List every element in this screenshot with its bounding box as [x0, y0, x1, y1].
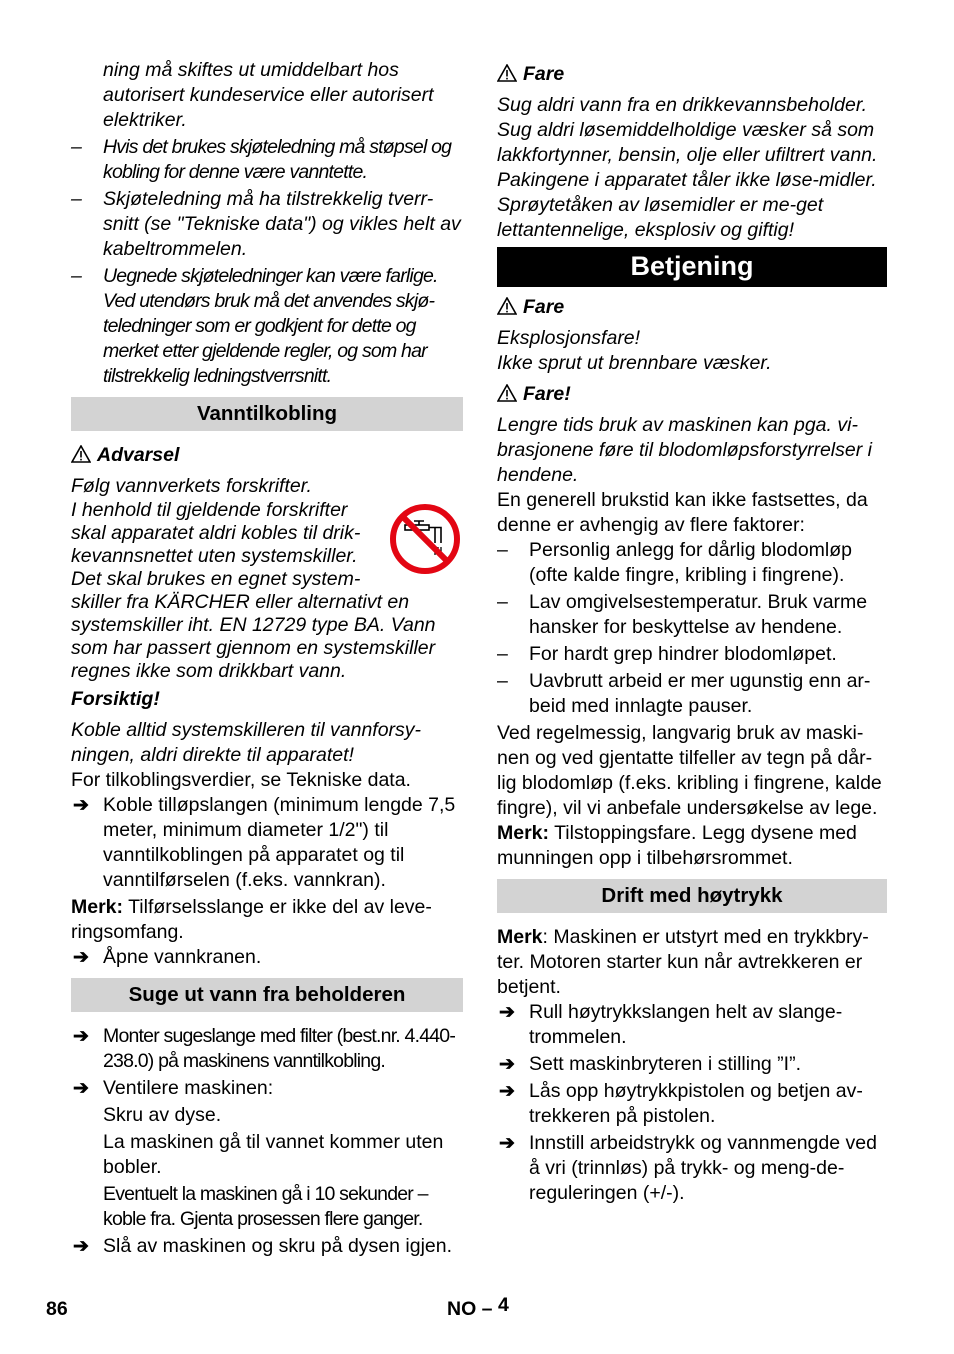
instruction-step — [497, 1131, 887, 1206]
regular-use-text: Ved regelmessig, langvarig bruk av maski-nen og ved gjentatte tilfeller av tegn på dår-lig blodomløp (f.eks. kribling i fingrene, kalde fingre), vil vi anbefale undersøkelse av lege. — [497, 722, 882, 819]
danger-label — [497, 382, 887, 409]
instruction-text: Innstill arbeidstrykk og vannmengde ved å vri (trinnløs) på trykk- og meng-de-reguleringen (+/-). — [529, 1132, 877, 1204]
list-item — [71, 135, 463, 185]
danger-label — [497, 295, 887, 322]
warning-text: Følg vannverkets forskrifter. — [71, 475, 312, 497]
arrow-right-icon: ➔ — [73, 1026, 89, 1047]
no-drinking-water-sign-icon — [389, 503, 461, 575]
sub-step: Eventuelt la maskinen gå i 10 sekunder – koble fra. Gjenta prosessen flere ganger. — [103, 1183, 428, 1230]
list-item-text: For hardt grep hindrer blodomløpet. — [529, 643, 837, 665]
list-item-text: Uegnede skjøteledninger kan være farlige. Ved utendørs bruk må det anvendes skjø-teledninger som er godkjent for dette og merket etter gjeldende regler, og som har tilstrekkelig ledningstverrsnitt. — [103, 265, 438, 387]
note — [71, 895, 463, 945]
values-text: For tilkoblingsverdier, se Tekniske data. — [71, 769, 411, 791]
warning-triangle-icon — [497, 384, 517, 409]
page-sub-number: 4 — [497, 1294, 509, 1316]
left-column — [71, 58, 463, 1261]
dash-bullet: – — [71, 136, 82, 158]
danger-text: Lengre tids bruk av maskinen kan pga. vi-brasjonene føre til blodomløpsforstyrrelser i hendene. — [497, 414, 872, 486]
instruction-step — [71, 1024, 463, 1074]
note-text: : Maskinen er utstyrt med en trykkbry-ter. Motoren starter kun når avtrekkeren er betjent. — [497, 926, 869, 998]
page-dash: – — [481, 1298, 493, 1320]
instruction-text: Koble tilløpslangen (minimum lengde 7,5 meter, minimum diameter 1/2") til vanntilkoblingen på apparatet og til vanntilførselen (f.eks. vannkran). — [103, 794, 456, 891]
warning-triangle-icon — [497, 297, 517, 322]
note-label: Merk — [497, 926, 543, 948]
section-heading-betjening: Betjening — [497, 247, 887, 287]
dash-bullet: – — [497, 643, 508, 665]
arrow-right-icon: ➔ — [73, 1078, 89, 1099]
note — [497, 821, 887, 871]
danger-label-text: Fare! — [523, 383, 571, 405]
warning-text: I henhold til gjeldende forskrifter skal apparatet aldri kobles til drik-kevannsnettet uten systemskiller. Det skal brukes en egnet system-skiller fra KÄRCHER eller alternativt en systemskiller iht. EN 12729 type BA. Vann som har passert gjennom en systemskiller regnes ikke som drikkbart vann. — [71, 499, 436, 682]
note-label: Merk: — [71, 896, 124, 918]
list-item-text: Lav omgivelsestemperatur. Bruk varme hansker for beskyttelse av hendene. — [529, 591, 868, 638]
section-heading-suge: Suge ut vann fra beholderen — [71, 978, 463, 1012]
caution-text: Koble alltid systemskilleren til vannforsy-ningen, aldri direkte til apparatet! — [71, 719, 422, 766]
danger-label — [497, 62, 887, 89]
right-column — [497, 58, 887, 1208]
list-item — [497, 538, 887, 588]
list-item-text: Uavbrutt arbeid er mer ugunstig enn ar-beid med innlagte pauser. — [529, 670, 871, 717]
list-item-text: Skjøteledning må ha tilstrekkelig tverr-snitt (se "Tekniske data") og vikles helt av kabeltrommelen. — [103, 188, 461, 260]
dash-bullet: – — [71, 188, 82, 210]
warning-label-text: Advarsel — [97, 444, 180, 466]
list-item — [71, 264, 463, 389]
arrow-right-icon: ➔ — [499, 1133, 515, 1154]
instruction-text: Lås opp høytrykkpistolen og betjen av-trekkeren på pistolen. — [529, 1080, 863, 1127]
note-text: Tilførselsslange er ikke del av leve-ringsomfang. — [71, 896, 432, 943]
caution-label: Forsiktig! — [71, 688, 160, 710]
note — [497, 925, 887, 1000]
instruction-text: Monter sugeslange med filter (best.nr. 4.440-238.0) på maskinens vanntilkobling. — [103, 1025, 456, 1072]
sub-step: La maskinen gå til vannet kommer uten bobler. — [103, 1131, 444, 1178]
list-item — [71, 187, 463, 262]
continued-text: ning må skiftes ut umiddelbart hos autorisert kundeservice eller autorisert elektriker. — [103, 59, 434, 131]
arrow-right-icon: ➔ — [73, 1236, 89, 1257]
instruction-step — [497, 1052, 887, 1077]
page-lang: NO — [447, 1298, 477, 1320]
instruction-step — [71, 1076, 463, 1101]
list-item — [497, 669, 887, 719]
section-heading-vanntilkobling: Vanntilkobling — [71, 397, 463, 431]
warning-triangle-icon — [71, 445, 91, 470]
instruction-text: Sett maskinbryteren i stilling ”I”. — [529, 1053, 802, 1075]
danger-text: Eksplosjonsfare! — [497, 327, 641, 349]
list-item — [497, 590, 887, 640]
instruction-step — [497, 1079, 887, 1129]
dash-bullet: – — [497, 670, 508, 692]
list-item — [497, 642, 887, 667]
arrow-right-icon: ➔ — [73, 947, 89, 968]
arrow-right-icon: ➔ — [499, 1054, 515, 1075]
danger-label-text: Fare — [523, 296, 565, 318]
page-number: 86 — [46, 1298, 68, 1320]
instruction-step — [71, 793, 463, 893]
list-item-text: Personlig anlegg for dårlig blodomløp (ofte kalde fingre, kribling i fingrene). — [529, 539, 853, 586]
arrow-right-icon: ➔ — [73, 795, 89, 816]
instruction-text: Åpne vannkranen. — [103, 946, 262, 968]
page-label — [447, 1294, 509, 1322]
warning-triangle-icon — [497, 64, 517, 89]
arrow-right-icon: ➔ — [499, 1002, 515, 1023]
dash-bullet: – — [497, 591, 508, 613]
arrow-right-icon: ➔ — [499, 1081, 515, 1102]
dash-bullet: – — [497, 539, 508, 561]
instruction-text: Ventilere maskinen: — [103, 1077, 274, 1099]
sub-step: Skru av dyse. — [103, 1104, 222, 1126]
instruction-step — [71, 945, 463, 970]
danger-label-text: Fare — [523, 63, 565, 85]
instruction-text: Rull høytrykkslangen helt av slange-trommelen. — [529, 1001, 843, 1048]
instruction-step — [497, 1000, 887, 1050]
note-label: Merk: — [497, 822, 550, 844]
note-text: Tilstoppingsfare. Legg dysene med munningen opp i tilbehørsrommet. — [497, 822, 857, 869]
dash-bullet: – — [71, 265, 82, 287]
danger-text: Sug aldri vann fra en drikkevannsbeholder. Sug aldri løsemiddelholdige væsker så som lakkfortynner, bensin, olje eller ufiltrert vann. Pakingene i apparatet tåler ikke løse-midler. Sprøytetåken av løsemidler er me-get lettantennelige, eksplosiv og giftig! — [497, 94, 878, 241]
list-item-text: Hvis det brukes skjøteledning må støpsel og kobling for denne være vanntette. — [103, 136, 452, 183]
warning-label — [71, 443, 463, 470]
danger-text: Ikke sprut ut brennbare væsker. — [497, 352, 772, 374]
general-text: En generell brukstid kan ikke fastsettes, da denne er avhengig av flere faktorer: — [497, 489, 868, 536]
section-heading-drift: Drift med høytrykk — [497, 879, 887, 913]
instruction-step — [71, 1234, 463, 1259]
instruction-text: Slå av maskinen og skru på dysen igjen. — [103, 1235, 453, 1257]
